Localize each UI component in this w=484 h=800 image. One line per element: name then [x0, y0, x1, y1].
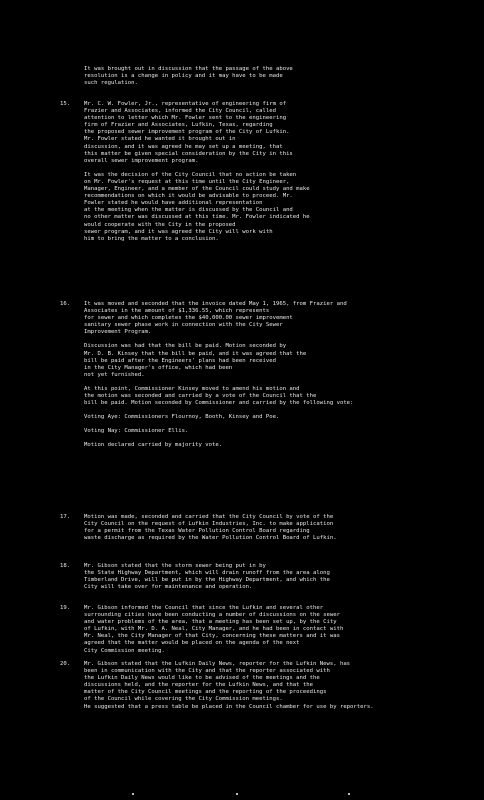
footer-mark — [348, 793, 350, 795]
item-number: 19. — [60, 605, 71, 611]
item-number: 17. — [60, 514, 71, 520]
footer-mark — [132, 793, 134, 795]
item-paragraph: At this point, Commissioner Kinsey moved to amend his motion and the motion was seconded and carried by a vote of the Council that the bill be paid. Motion seconded by Commissioner and carried by the following vote: — [84, 385, 354, 407]
item-number: 16. — [60, 301, 71, 307]
item-paragraph: Mr. Gibson informed the Council that since the Lufkin and several other surrounding cities have been conducting a number of discussions on the sewer and water problems of the area, that a meeting has been set up, by the City of Lufkin, with Mr. D. A. Neal, City Manager, and he had been in contact with Mr. Neal, the City Manager of that City, concerning these matters and it was agreed that the matter would be placed on the agenda of the next City Commission meeting. — [84, 605, 344, 654]
item-paragraph: Discussion was had that the bill be paid. Motion seconded by Mr. D. B. Kinsey that the bill be paid, and it was agreed that the bill be paid after the Engineers' plans had been received in the City Manager's office, which had been not yet furnished. — [84, 343, 307, 378]
paragraph-text: It was brought out in discussion that the passage of the above resolution is a change in policy and it may have to be made such regulation. — [84, 66, 293, 87]
item-paragraph: Mr. Gibson stated that the storm sewer being put in by the State Highway Department, which will drain runoff from the area along Timberland Drive, will be put in by the Highway Department, and which the City will take over for maintenance and operation. — [84, 563, 330, 591]
item-number: 15. — [60, 101, 71, 107]
item-paragraph: Motion was made, seconded and carried that the City Council by vote of the City Council on the request of Lufkin Industries, Inc. to make application for a permit from the Texas Water Pollution Control Board regarding waste discharge as required by the Water Pollution Control Board of Lufkin. — [84, 514, 337, 542]
intro-paragraph — [84, 66, 469, 87]
motion-result: Motion declared carried by majority vote. — [84, 442, 223, 449]
item-paragraph: Mr. C. W. Fowler, Jr., representative of engineering firm of Frazier and Associates, informed the City Council, called attention to letter which Mr. Fowler sent to the engineering firm of Frazier and Associates, Lufkin, Texas, regarding the proposed sewer improvement program of the City of Lufkin. Mr. Fowler stated he wanted it brought out in discussion, and it was agreed he may set up a meeting, that this matter be given special consideration by the City in this overall sewer improvement program. — [84, 101, 293, 164]
vote-nay: Voting Nay: Commissioner Ellis. — [84, 428, 189, 435]
item-paragraph: It was moved and seconded that the invoice dated May 1, 1965, from Frazier and Associates in the amount of $1,336.55, which represents for sewer and which completes the $40,000.00 sewer improvement sanitary sewer phase work in connection with the City Sewer Improvement Program. — [84, 301, 347, 336]
footer-mark — [236, 793, 238, 795]
page-footer — [0, 791, 484, 797]
item-paragraph: Mr. Gibson stated that the Lufkin Daily News, reporter for the Lufkin News, has been in communication with the City and that the reporter associated with the Lufkin Daily News would like to be advised of the meetings and the discussions held, and the reporter for the Lufkin News, and that the matter of the City Council meetings and the reporting of the proceedings of the Council while covering the City Commission meetings. He suggested that a press table be placed in the Council chamber for use by reporters. — [84, 661, 374, 710]
item-number: 18. — [60, 563, 71, 569]
item-paragraph: It was the decision of the City Council that no action be taken on Mr. Fowler's request at this time until the City Engineer, Manager, Engineer, and a member of the Council could study and make recommendations on which it would be advisable to proceed. Mr. Fowler stated he would have additional representation at the meeting when the matter is discussed by the Council and no other matter was discussed at this time. Mr. Fowler indicated he would cooperate with the City in the proposed sewer program, and it was agreed the City will work with him to bring the matter to a conclusion. — [84, 171, 310, 242]
vote-aye: Voting Aye: Commissioners Flournoy, Booth, Kinsey and Poe. — [84, 414, 280, 421]
item-number: 20. — [60, 661, 71, 667]
